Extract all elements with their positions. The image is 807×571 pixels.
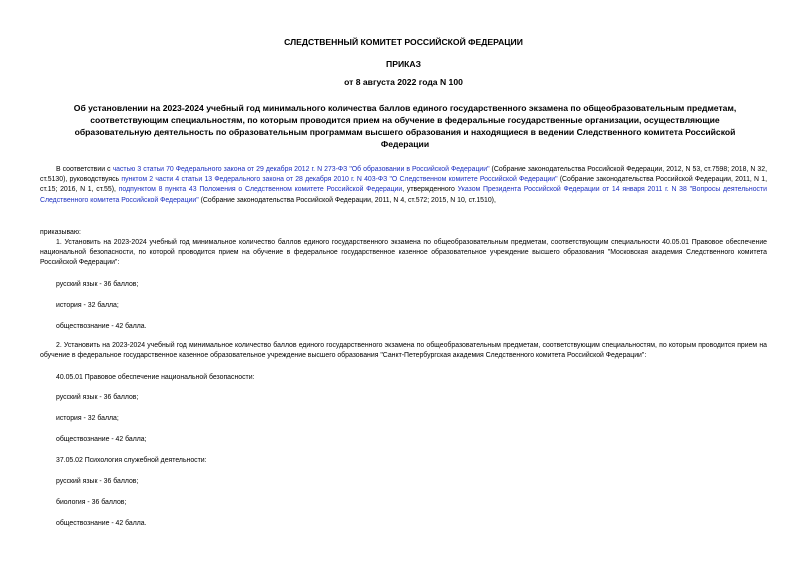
preamble-text: В соответствии с — [56, 166, 113, 173]
preamble-text: , утвержденного — [402, 186, 458, 194]
document-type: ПРИКАЗ — [386, 59, 421, 69]
specialty-heading: 40.05.01 Правовое обеспечение национальной безопасности: — [56, 374, 255, 381]
order-word: приказываю: — [40, 229, 81, 236]
list-item: обществознание - 42 балла. — [56, 520, 147, 527]
specialty-heading: 37.05.02 Психология служебной деятельности: — [56, 457, 207, 464]
preamble-text: (Собрание законодательства Российской Федерации, 2012, N 53, ст.7598; 2018, N 32, ст.5130), руководствуясь — [40, 166, 767, 184]
presidential-decree-link[interactable]: Указом Президента Российской Федерации от 14 января 2011 г. N 38 "Вопросы деятельности Следственного комитета Российской Федерации" — [40, 186, 767, 204]
preamble-text: (Собрание законодательства Российской Федерации, 2011, N 1, ст.15; 2016, N 1, ст.55), — [40, 176, 767, 194]
document-date-number: от 8 августа 2022 года N 100 — [344, 77, 463, 87]
law-273-link[interactable]: частью 3 статьи 70 Федерального закона от 29 декабря 2012 г. N 273-ФЗ "Об образовании в Российской Федерации" — [112, 166, 490, 173]
list-item: история - 32 балла; — [56, 302, 119, 309]
list-item: обществознание - 42 балла. — [56, 323, 147, 330]
list-item: русский язык - 36 баллов; — [56, 394, 139, 401]
paragraph-2: 2. Установить на 2023-2024 учебный год минимальное количество баллов единого государственного экзамена по общеобразовательным предметам, соответствующим специальностям, по которым проводится прием на обучение в федеральное государственное казенное образовательное учреждение высшего образования "Санкт-Петербургская академия Следственного комитета Российской Федерации": — [40, 342, 767, 360]
paragraph-1: 1. Установить на 2023-2024 учебный год минимальное количество баллов единого государственного экзамена по общеобразовательным предметам, соответствующим специальности 40.05.01 Правовое обеспечение национальной безопасности, по которой проводится прием на обучение в федеральное государственное казенное образовательное учреждение высшего образования "Московская академия Следственного комитета Российской Федерации": — [40, 239, 767, 267]
list-item: история - 32 балла; — [56, 415, 119, 422]
preamble-paragraph — [40, 165, 767, 206]
law-403-link[interactable]: пунктом 2 части 4 статьи 13 Федерального закона от 28 декабря 2010 г. N 403-ФЗ "О Следственном комитете Российской Федерации" — [121, 176, 558, 184]
regulation-link[interactable]: подпунктом 8 пункта 43 Положения о Следственном комитете Российской Федерации — [118, 186, 403, 194]
document-title: Об установлении на 2023-2024 учебный год минимального количества баллов единого государственного экзамена по общеобразовательным предметам, соответствующим специальностям, по которым проводится прием на обучение в федеральные государственные организации, осуществляющие образовательную деятельность по образовательным программам высшего образования и находящиеся в ведении Следственного комитета Российской Федерации — [73, 103, 737, 149]
preamble-text: (Собрание законодательства Российской Федерации, 2011, N 4, ст.572; 2015, N 10, ст.1510), — [198, 196, 496, 204]
list-item: русский язык - 36 баллов; — [56, 478, 139, 485]
list-item: обществознание - 42 балла; — [56, 436, 147, 443]
agency-header: СЛЕДСТВЕННЫЙ КОМИТЕТ РОССИЙСКОЙ ФЕДЕРАЦИИ — [284, 37, 523, 47]
list-item: русский язык - 36 баллов; — [56, 281, 139, 288]
list-item: биология - 36 баллов; — [56, 499, 127, 506]
